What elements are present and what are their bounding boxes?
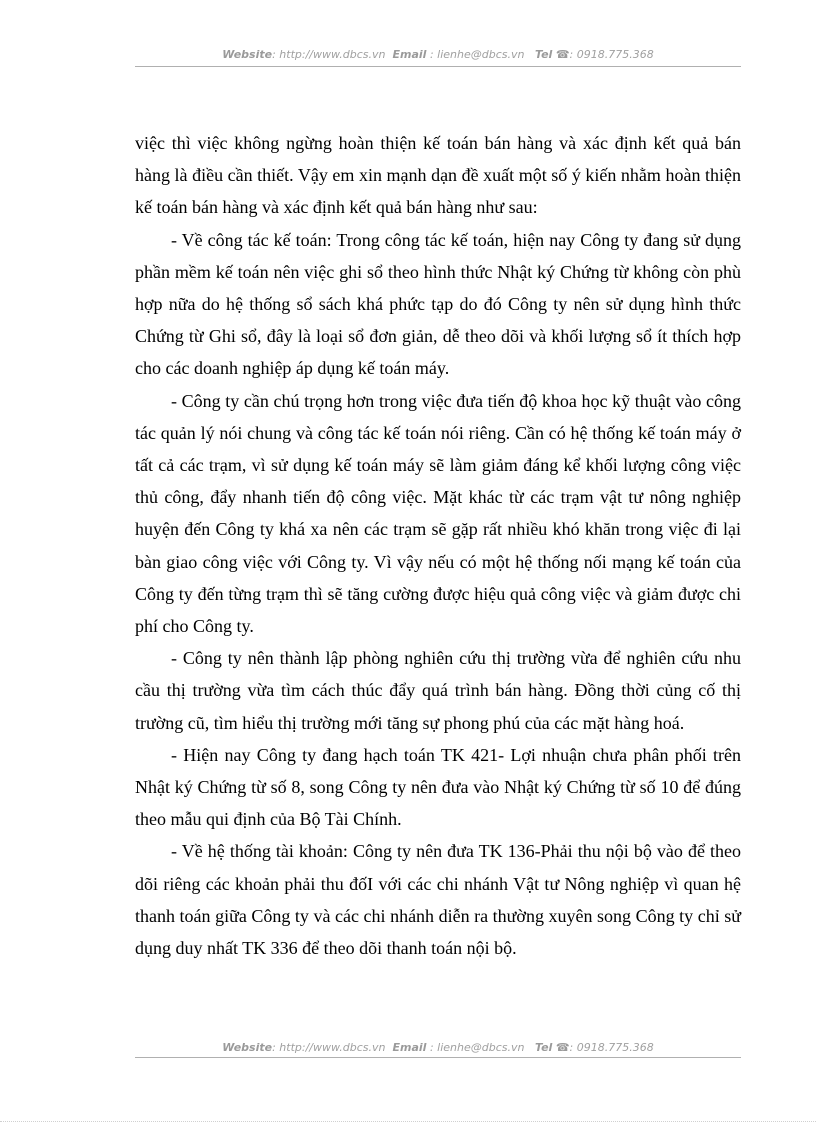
paragraph-3: - Công ty cần chú trọng hơn trong việc đưa tiến độ khoa học kỹ thuật vào công tác quản lý nói chung và công tác kế toán nói riêng. Cần có hệ thống kế toán máy ở tất cả các trạm, vì sử dụng kế toán máy sẽ làm giảm đáng kể khối lượng công việc thủ công, đẩy nhanh tiến độ công việc. Mặt khác từ các trạm vật tư nông nghiệp huyện đến Công ty khá xa nên các trạm sẽ gặp rất nhiều khó khăn trong việc đi lại bàn giao công việc với Công ty. Vì vậy nếu có một hệ thống nối mạng kế toán của Công ty đến từng trạm thì sẽ tăng cường được hiệu quả công việc và giảm được chi phí cho Công ty. [135,390,741,637]
header-email-label: Email [392,48,427,61]
telephone-icon: ☎ [555,48,570,61]
paragraph-5: - Hiện nay Công ty đang hạch toán TK 421- Lợi nhuận chưa phân phối trên Nhật ký Chứng từ số 8, song Công ty nên đưa vào Nhật ký Chứng từ số 10 để đúng theo mẫu qui định của Bộ Tài Chính. [135,744,741,830]
footer-website-label: Website [222,1041,273,1054]
telephone-icon: ☎ [555,1041,570,1054]
footer-email-label: Email [392,1041,427,1054]
paragraph-4: - Công ty nên thành lập phòng nghiên cứu thị trường vừa để nghiên cứu nhu cầu thị trường vừa tìm cách thúc đẩy quá trình bán hàng. Đồng thời củng cố thị trường cũ, tìm hiểu thị trường mới tăng sự phong phú của các mặt hàng hoá. [135,648,741,733]
header-website-value[interactable]: : http://www.dbcs.vn [272,48,386,61]
footer-website-value[interactable]: : http://www.dbcs.vn [272,1041,386,1054]
header-tel-value: : 0918.775.368 [569,48,654,61]
footer-divider [135,1057,741,1058]
footer-tel-value: : 0918.775.368 [569,1041,654,1054]
paragraph-1: việc thì việc không ngừng hoàn thiện kế toán bán hàng và xác định kết quả bán hàng là điều cần thiết. Vậy em xin mạnh dạn đề xuất một số ý kiến nhằm hoàn thiện kế toán bán hàng và xác định kết quả bán hàng như sau: [135,133,741,218]
header-website-label: Website [222,48,273,61]
document-body [135,127,741,964]
page-footer [135,1041,741,1055]
header-divider [135,66,741,67]
page-header [135,48,741,62]
header-email-value[interactable]: : lienhe@dbcs.vn [429,48,525,61]
page-bottom-edge [0,1121,816,1122]
header-tel-label: Tel [534,48,553,61]
footer-tel-label: Tel [534,1041,553,1054]
paragraph-2: - Về công tác kế toán: Trong công tác kế toán, hiện nay Công ty đang sử dụng phần mềm kế toán nên việc ghi sổ theo hình thức Nhật ký Chứng từ không còn phù hợp nữa do hệ thống sổ sách khá phức tạp do đó Công ty nên sử dụng hình thức Chứng từ Ghi sổ, đây là loại sổ đơn giản, dễ theo dõi và khối lượng sổ ít thích hợp cho các doanh nghiệp áp dụng kế toán máy. [135,229,741,379]
paragraph-6: - Về hệ thống tài khoản: Công ty nên đưa TK 136-Phải thu nội bộ vào để theo dõi riêng các khoản phải thu đốI với các chi nhánh Vật tư Nông nghiệp vì quan hệ thanh toán giữa Công ty và các chi nhánh diễn ra thường xuyên song Công ty chỉ sử dụng duy nhất TK 336 để theo dõi thanh toán nội bộ. [135,841,741,959]
footer-email-value[interactable]: : lienhe@dbcs.vn [429,1041,525,1054]
